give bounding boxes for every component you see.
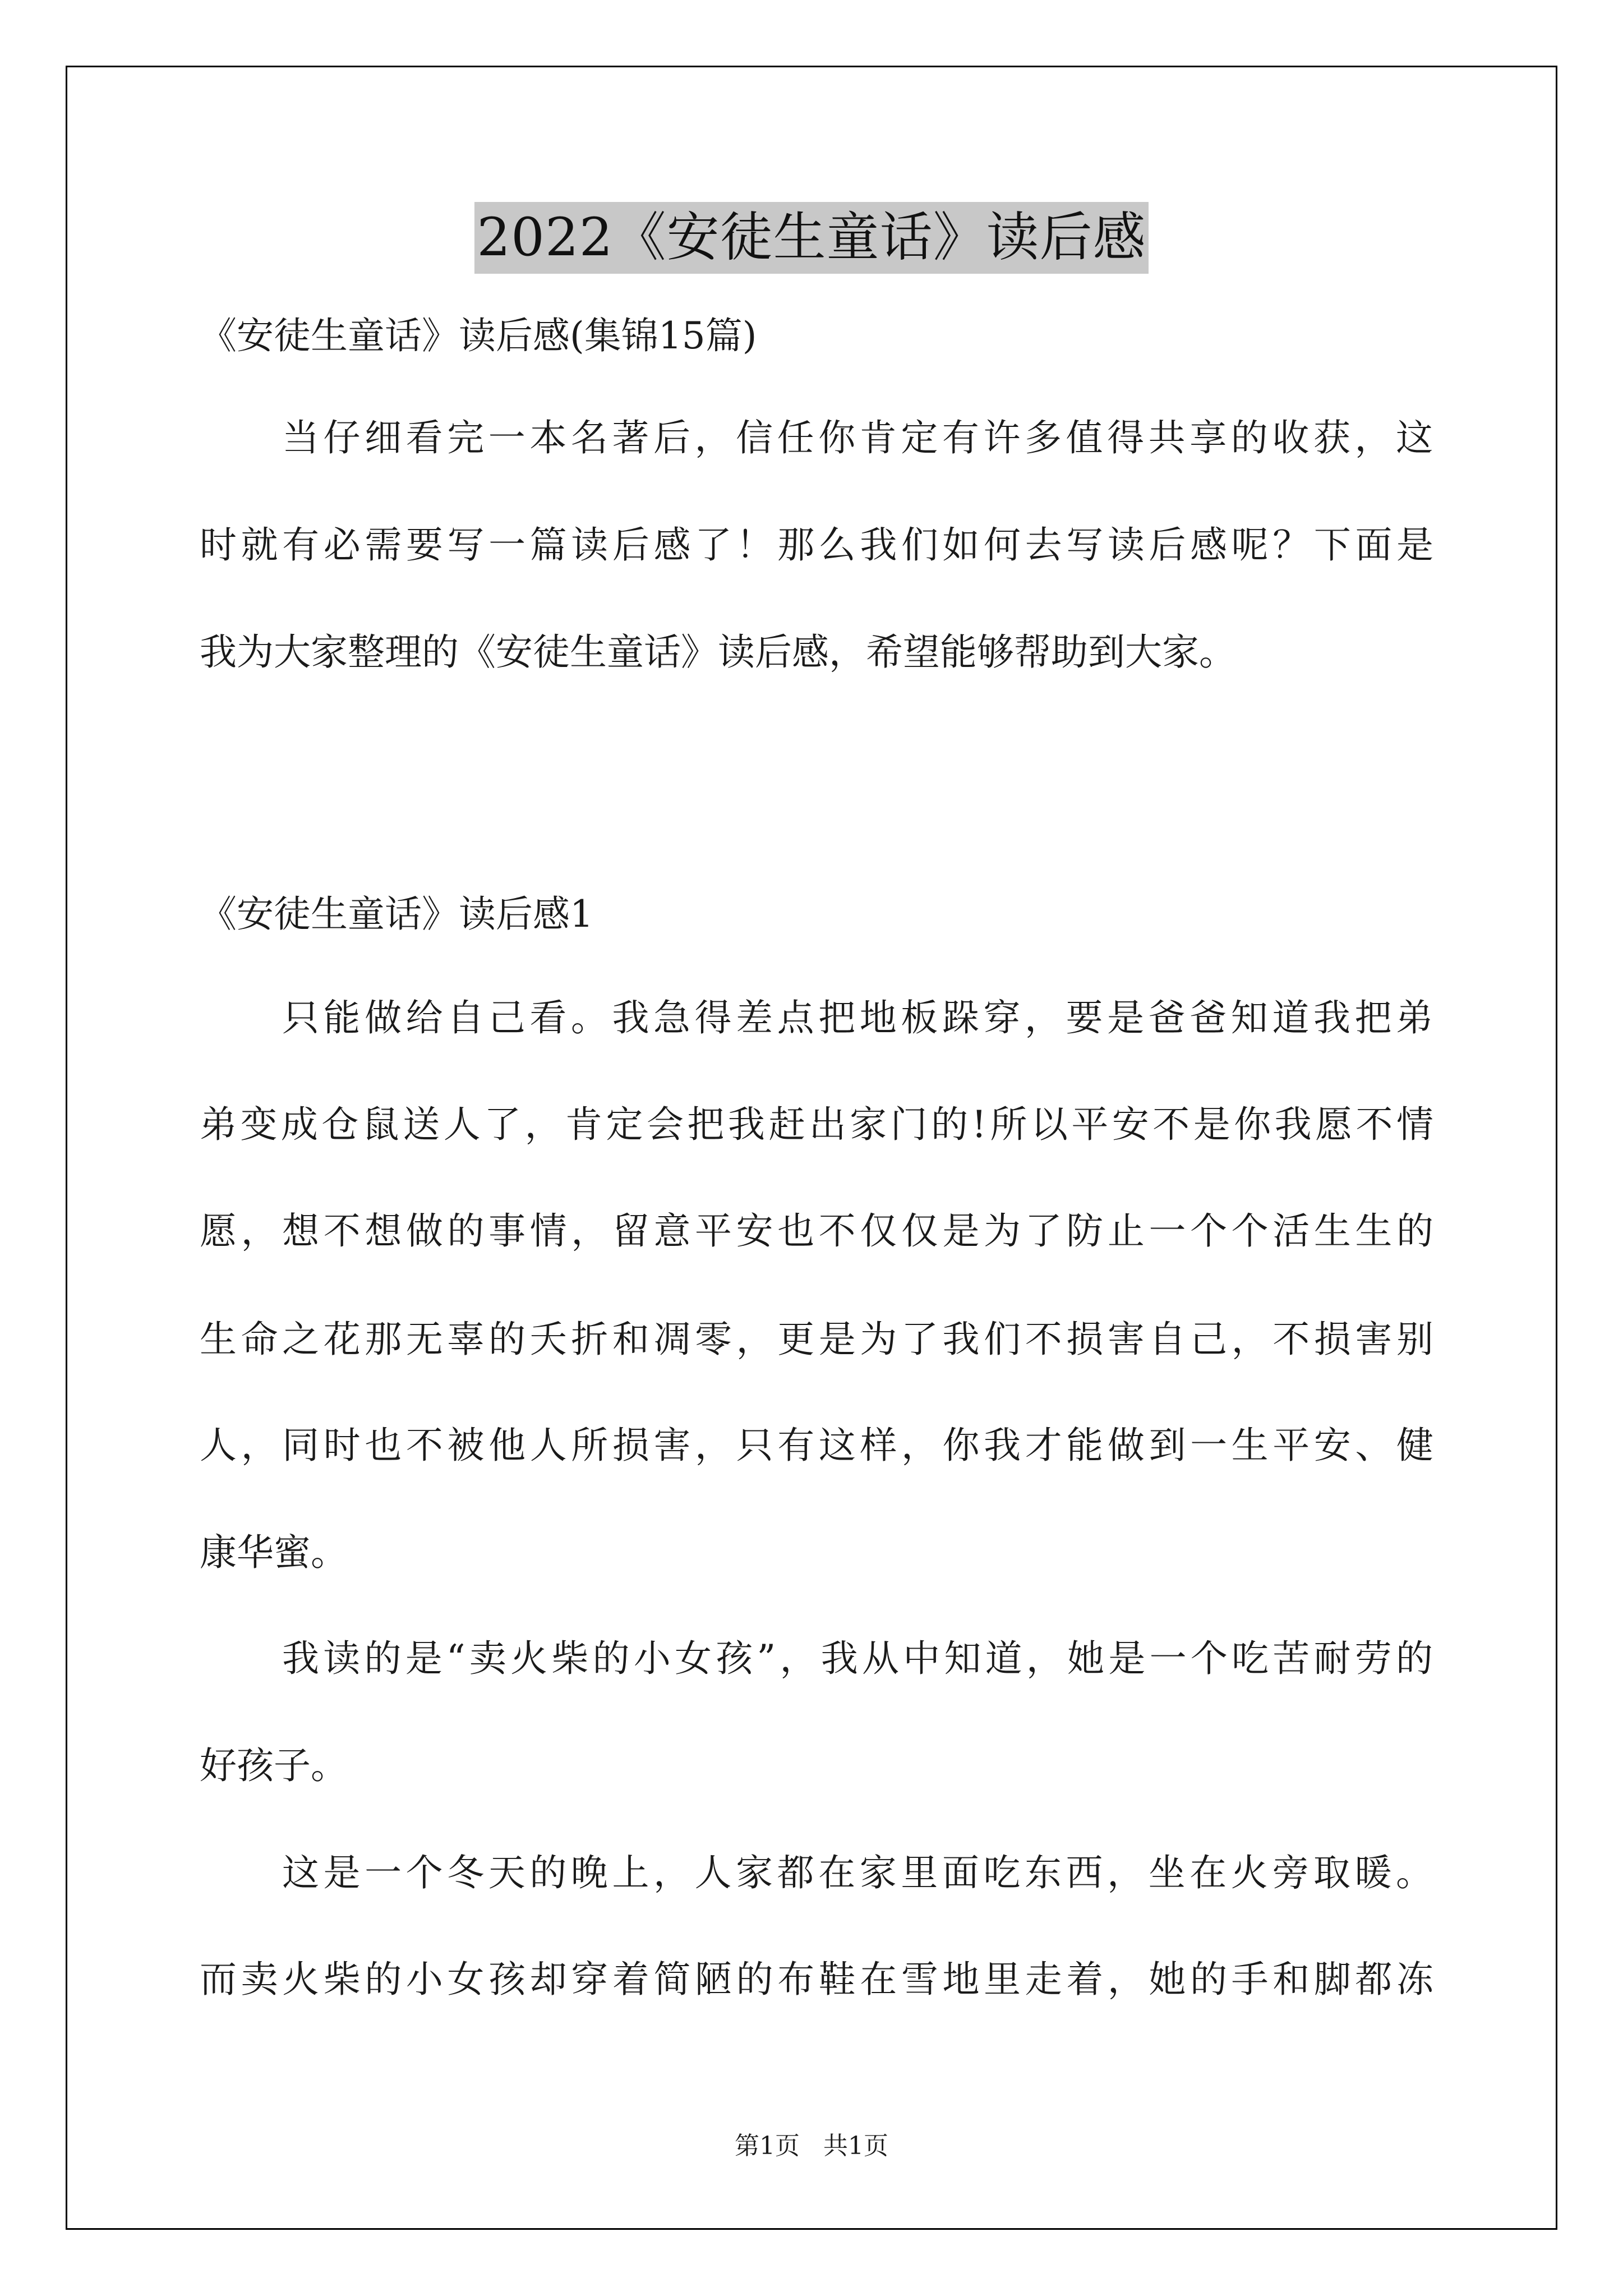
body-line-4: 生命之花那无辜的夭折和凋零，更是为了我们不损害自己，不损害别: [200, 1318, 1433, 1361]
intro-line-3: 我为大家整理的《安徒生童话》读后感，希望能够帮助到大家。: [200, 631, 1236, 674]
body-line-3: 愿，想不想做的事情，留意平安也不仅仅是为了防止一个个活生生的: [200, 1209, 1433, 1253]
body-line-10: 而卖火柴的小女孩却穿着简陋的布鞋在雪地里走着，她的手和脚都冻: [200, 1958, 1433, 2001]
intro-line-2: 时就有必需要写一篇读后感了！那么我们如何去写读后感呢？下面是: [200, 523, 1433, 567]
page-footer: [0, 2129, 1623, 2163]
document-title: 2022《安徒生童话》读后感: [474, 202, 1148, 274]
title-container: [0, 202, 1623, 274]
body-line-1: 只能做给自己看。我急得差点把地板跺穿，要是爸爸知道我把弟: [282, 996, 1433, 1039]
body-line-2: 弟变成仓鼠送人了，肯定会把我赶出家门的!所以平安不是你我愿不情: [200, 1103, 1433, 1146]
body-line-6: 康华蜜。: [200, 1531, 348, 1574]
page-number: 第1页: [735, 2132, 800, 2160]
section-heading: 《安徒生童话》读后感1: [200, 892, 593, 936]
page-total: 共1页: [823, 2132, 888, 2160]
body-line-9: 这是一个冬天的晚上，人家都在家里面吃东西，坐在火旁取暖。: [282, 1851, 1433, 1894]
document-subtitle: 《安徒生童话》读后感(集锦15篇): [200, 314, 757, 357]
body-line-8: 好孩子。: [200, 1744, 348, 1787]
body-line-7: 我读的是“卖火柴的小女孩”，我从中知道，她是一个吃苦耐劳的: [282, 1637, 1433, 1680]
body-line-5: 人，同时也不被他人所损害，只有这样，你我才能做到一生平安、健: [200, 1424, 1433, 1467]
intro-line-1: 当仔细看完一本名著后，信任你肯定有许多值得共享的收获，这: [282, 416, 1433, 459]
